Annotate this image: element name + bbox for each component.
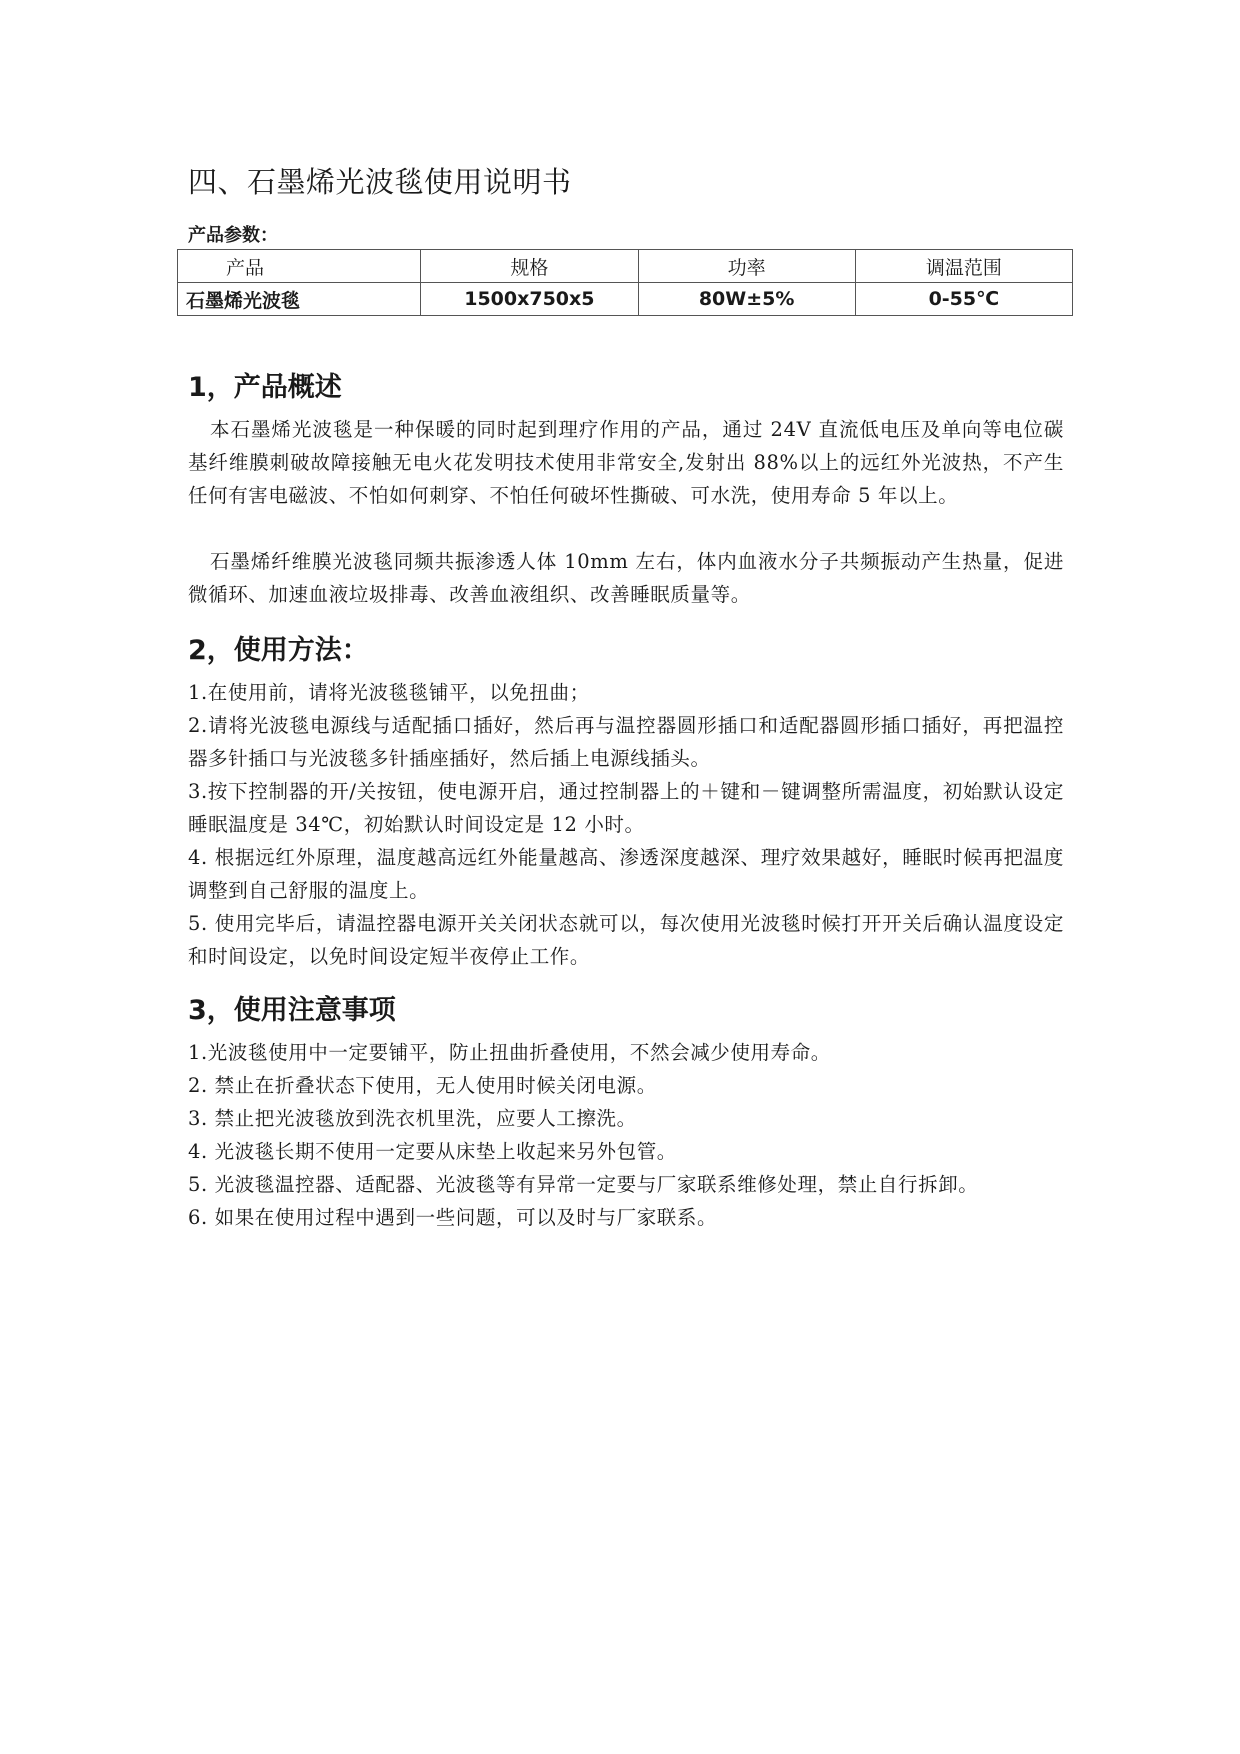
usage-item-1: 1.在使用前，请将光波毯毯铺平，以免扭曲； bbox=[188, 681, 590, 704]
params-cell-product: 石墨烯光波毯 bbox=[178, 283, 421, 316]
precaution-item-3: 3. 禁止把光波毯放到洗衣机里洗，应要人工擦洗。 bbox=[188, 1107, 637, 1130]
params-header-temp-range: 调温范围 bbox=[855, 250, 1072, 283]
params-header-product: 产品 bbox=[178, 250, 421, 283]
usage-item-5: 5. 使用完毕后，请温控器电源开关关闭状态就可以，每次使用光波毯时候打开开关后确认温度设定和时间设定，以免时间设定短半夜停止工作。 bbox=[188, 912, 1064, 968]
usage-item-4: 4. 根据远红外原理，温度越高远红外能量越高、渗透深度越深、理疗效果越好，睡眠时候再把温度调整到自己舒服的温度上。 bbox=[188, 846, 1064, 902]
precaution-item-4: 4. 光波毯长期不使用一定要从床垫上收起来另外包管。 bbox=[188, 1140, 677, 1163]
params-table-header-row bbox=[178, 250, 1073, 283]
params-cell-temp-range: 0-55℃ bbox=[855, 283, 1072, 316]
params-header-spec: 规格 bbox=[421, 250, 638, 283]
overview-paragraph-2: 石墨烯纤维膜光波毯同频共振渗透人体 10mm 左右，体内血液水分子共频振动产生热量，促进微循环、加速血液垃圾排毒、改善血液组织、改善睡眠质量等。 bbox=[188, 550, 1064, 606]
params-cell-power: 80W±5% bbox=[638, 283, 855, 316]
usage-item-3: 3.按下控制器的开/关按钮，使电源开启，通过控制器上的＋键和－键调整所需温度，初始默认设定睡眠温度是 34℃，初始默认时间设定是 12 小时。 bbox=[188, 780, 1064, 836]
precaution-item-2: 2. 禁止在折叠状态下使用，无人使用时候关闭电源。 bbox=[188, 1074, 657, 1097]
overview-paragraph-1: 本石墨烯光波毯是一种保暖的同时起到理疗作用的产品，通过 24V 直流低电压及单向等电位碳基纤维膜刺破故障接触无电火花发明技术使用非常安全,发射出 88%以上的远红外光波热，不产生任何有害电磁波、不怕如何刺穿、不怕任何破坏性撕破、可水洗，使用寿命 5 年以上。 bbox=[188, 418, 1064, 507]
section-heading-overview: 1，产品概述 bbox=[188, 372, 342, 403]
precaution-item-1: 1.光波毯使用中一定要铺平，防止扭曲折叠使用，不然会减少使用寿命。 bbox=[188, 1041, 831, 1064]
section-heading-usage: 2，使用方法： bbox=[188, 635, 369, 666]
params-cell-spec: 1500x750x5 bbox=[421, 283, 638, 316]
precaution-item-5: 5. 光波毯温控器、适配器、光波毯等有异常一定要与厂家联系维修处理，禁止自行拆卸。 bbox=[188, 1173, 979, 1196]
params-label: 产品参数： bbox=[188, 225, 278, 246]
precaution-item-6: 6. 如果在使用过程中遇到一些问题，可以及时与厂家联系。 bbox=[188, 1206, 718, 1229]
document-title: 四、石墨烯光波毯使用说明书 bbox=[188, 165, 572, 199]
usage-item-2: 2.请将光波毯电源线与适配插口插好，然后再与温控器圆形插口和适配器圆形插口插好，再把温控器多针插口与光波毯多针插座插好，然后插上电源线插头。 bbox=[188, 714, 1064, 770]
params-table-row bbox=[178, 283, 1073, 316]
section-heading-precautions: 3，使用注意事项 bbox=[188, 995, 396, 1026]
params-header-power: 功率 bbox=[638, 250, 855, 283]
params-table bbox=[177, 249, 1073, 316]
